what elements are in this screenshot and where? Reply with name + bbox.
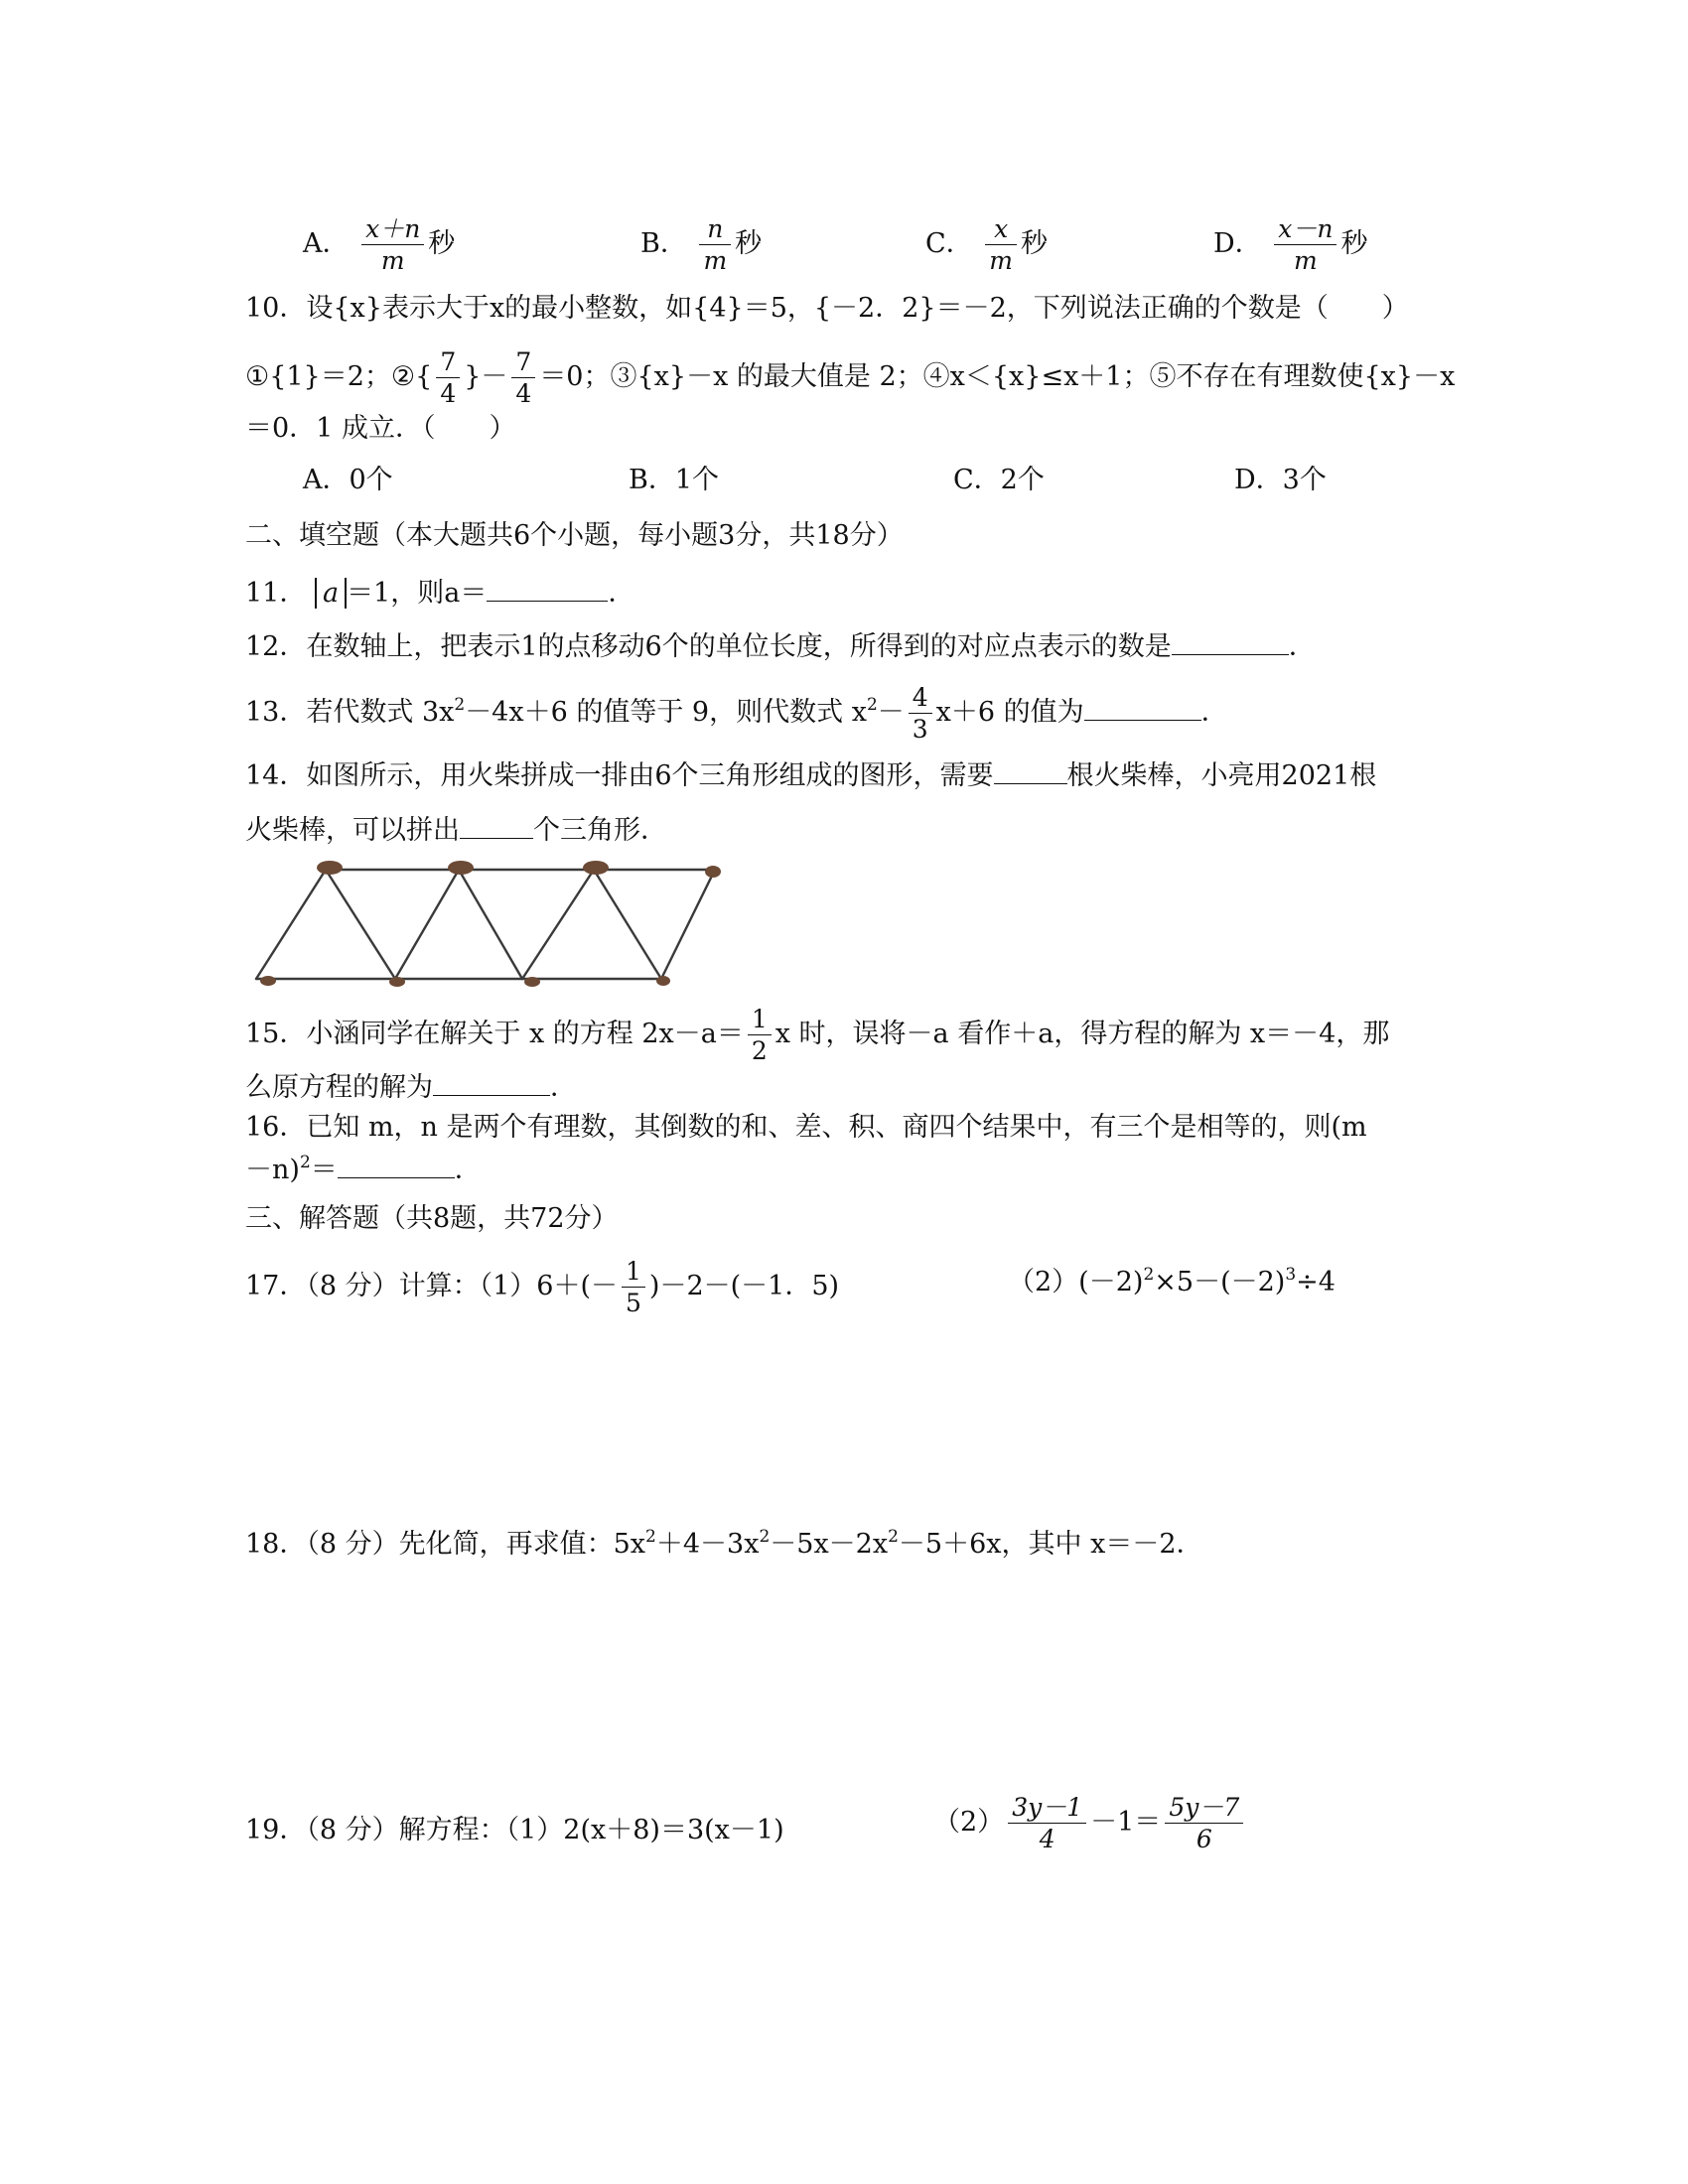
q13-end: ． bbox=[1200, 697, 1228, 728]
q19-text: －1＝ bbox=[1090, 1807, 1162, 1838]
answer-blank[interactable] bbox=[994, 757, 1067, 784]
numerator: 4 bbox=[909, 685, 932, 714]
numerator: 7 bbox=[511, 349, 535, 378]
q14-text: 个三角形． bbox=[533, 815, 667, 846]
fraction bbox=[1274, 216, 1336, 273]
q10-text: ①{1}＝2；②{ bbox=[245, 361, 433, 392]
numerator: 5y－7 bbox=[1165, 1795, 1243, 1824]
q15-text: 么原方程的解为 bbox=[245, 1072, 433, 1103]
q11-number: 11． bbox=[245, 578, 307, 609]
q10-text: }－ bbox=[464, 361, 508, 392]
exponent: 2 bbox=[1143, 1265, 1155, 1285]
q9-option-b bbox=[640, 216, 762, 273]
numerator: x＋n bbox=[361, 216, 424, 245]
numerator: 1 bbox=[622, 1259, 645, 1288]
exponent: 3 bbox=[1285, 1265, 1297, 1285]
q12 bbox=[245, 628, 1316, 665]
exponent: 2 bbox=[759, 1527, 771, 1547]
q19-part-1: 19．（8 分）解方程：（1）2(x＋8)＝3(x－1) bbox=[245, 1815, 784, 1845]
fraction bbox=[436, 349, 460, 406]
answer-blank[interactable] bbox=[433, 1069, 550, 1096]
exponent: 2 bbox=[866, 695, 878, 715]
q19-part-2 bbox=[933, 1795, 1247, 1851]
q17-text: ×5－(－2) bbox=[1154, 1267, 1286, 1297]
fraction bbox=[909, 685, 932, 742]
option-letter: D． bbox=[1213, 228, 1262, 259]
q17-part-2 bbox=[1008, 1265, 1336, 1300]
q10-line-2 bbox=[245, 349, 1455, 406]
denominator: m bbox=[703, 246, 728, 275]
answer-blank[interactable] bbox=[487, 575, 608, 602]
denominator: 5 bbox=[626, 1289, 641, 1317]
denominator: 3 bbox=[912, 715, 928, 744]
q15-text: x 时，误将－a 看作＋a，得方程的解为 x＝－4，那 bbox=[774, 1019, 1390, 1049]
numerator: x bbox=[985, 216, 1017, 245]
q12-end: ． bbox=[1288, 631, 1316, 662]
fraction bbox=[1008, 1795, 1086, 1851]
q17-text: )－2－(－1．5) bbox=[648, 1271, 840, 1301]
q17-text: ÷4 bbox=[1296, 1267, 1336, 1297]
q16-text: －n) bbox=[245, 1155, 300, 1185]
denominator: m bbox=[989, 246, 1013, 275]
q15-end: ． bbox=[550, 1072, 577, 1103]
fraction bbox=[699, 216, 731, 273]
q13-text: x＋6 的值为 bbox=[935, 697, 1084, 728]
q11-end: ． bbox=[608, 578, 635, 609]
numerator: 7 bbox=[436, 349, 460, 378]
option-unit: 秒 bbox=[428, 228, 456, 259]
q16-end: ． bbox=[454, 1155, 482, 1185]
q10-text: ＝0；③{x}－x 的最大值是 2；④x＜{x}≤x＋1；⑤不存在有理数使{x}－x bbox=[539, 361, 1456, 392]
exponent: 2 bbox=[645, 1527, 656, 1547]
q19-text: （2） bbox=[933, 1807, 1005, 1838]
q14-text: 14．如图所示，用火柴拼成一排由6个三角形组成的图形，需要 bbox=[245, 760, 994, 791]
q16-text: ＝ bbox=[310, 1155, 338, 1185]
absolute-value bbox=[315, 578, 347, 609]
denominator: 2 bbox=[751, 1036, 768, 1065]
q18-text: －5＋6x，其中 x＝－2． bbox=[898, 1529, 1203, 1560]
q14-line-2 bbox=[245, 812, 667, 849]
denominator: 4 bbox=[1039, 1825, 1055, 1853]
q14-text: 火柴棒，可以拼出 bbox=[245, 815, 460, 846]
answer-blank[interactable] bbox=[338, 1152, 455, 1178]
denominator: 6 bbox=[1196, 1825, 1212, 1853]
exponent: 2 bbox=[454, 695, 466, 715]
q9-option-a bbox=[303, 216, 455, 273]
fraction bbox=[985, 216, 1017, 273]
numerator: n bbox=[699, 216, 731, 245]
q18 bbox=[245, 1527, 1203, 1563]
q15-line-1 bbox=[245, 1007, 1389, 1063]
q10-option-d: D．3个 bbox=[1234, 465, 1327, 495]
numerator: x－n bbox=[1274, 216, 1336, 245]
fraction bbox=[361, 216, 424, 273]
q10-option-a: A．0个 bbox=[303, 465, 393, 495]
q10-option-c: C．2个 bbox=[953, 465, 1045, 495]
denominator: m bbox=[380, 246, 405, 275]
q9-option-c bbox=[925, 216, 1048, 273]
q10-option-b: B．1个 bbox=[629, 465, 720, 495]
denominator: 4 bbox=[515, 379, 532, 408]
option-letter: C． bbox=[925, 228, 973, 259]
q12-text: 12．在数轴上，把表示1的点移动6个的单位长度，所得到的对应点表示的数是 bbox=[245, 631, 1172, 662]
option-letter: B． bbox=[640, 228, 687, 259]
option-letter: A． bbox=[303, 228, 350, 259]
denominator: 4 bbox=[440, 379, 457, 408]
q14-text: 根火柴棒，小亮用2021根 bbox=[1066, 760, 1377, 791]
denominator: m bbox=[1293, 246, 1318, 275]
numerator: 1 bbox=[748, 1007, 772, 1035]
q11 bbox=[245, 575, 634, 612]
q17-part-1 bbox=[245, 1259, 839, 1315]
q13-text: － bbox=[877, 697, 905, 728]
option-unit: 秒 bbox=[1020, 228, 1048, 259]
q10-line-3: ＝0．1 成立．（ ） bbox=[245, 413, 516, 444]
q17-text: （2）(－2) bbox=[1008, 1267, 1144, 1297]
q17-text: 17．（8 分）计算：（1）6＋(－ bbox=[245, 1271, 619, 1301]
q13-text: 13．若代数式 3x bbox=[245, 697, 455, 728]
fraction bbox=[1165, 1795, 1243, 1851]
answer-blank[interactable] bbox=[1172, 628, 1289, 655]
fraction bbox=[622, 1259, 645, 1315]
q18-text: －5x－2x bbox=[770, 1529, 889, 1560]
option-unit: 秒 bbox=[735, 228, 763, 259]
matchstick-triangles-figure bbox=[248, 860, 725, 989]
q18-text: 18．（8 分）先化简，再求值：5x bbox=[245, 1529, 646, 1560]
fraction bbox=[511, 349, 535, 406]
q14-line-1 bbox=[245, 757, 1376, 794]
answer-blank[interactable] bbox=[460, 812, 533, 839]
q15-line-2 bbox=[245, 1069, 577, 1106]
exponent: 2 bbox=[299, 1153, 311, 1172]
q11-text: ＝1，则a＝ bbox=[347, 578, 488, 609]
q13-text: －4x＋6 的值等于 9，则代数式 x bbox=[465, 697, 867, 728]
section-2-heading: 二、填空题（本大题共6个小题，每小题3分，共18分） bbox=[245, 520, 904, 551]
section-3-heading: 三、解答题（共8题，共72分） bbox=[245, 1203, 619, 1234]
q13 bbox=[245, 685, 1228, 742]
fraction bbox=[748, 1007, 772, 1063]
answer-blank[interactable] bbox=[1084, 694, 1201, 721]
q10-line-1: 10．设{x}表示大于x的最小整数，如{4}＝5，{－2．2}＝－2，下列说法正确的个数是（ ） bbox=[245, 293, 1409, 324]
q18-text: ＋4－3x bbox=[655, 1529, 760, 1560]
q16-line-2 bbox=[245, 1152, 482, 1188]
numerator: 3y－1 bbox=[1008, 1795, 1086, 1824]
q15-text: 15．小涵同学在解关于 x 的方程 2x－a＝ bbox=[245, 1019, 744, 1049]
q16-line-1: 16．已知 m，n 是两个有理数，其倒数的和、差、积、商四个结果中，有三个是相等的，则(m bbox=[245, 1112, 1367, 1143]
q9-option-d bbox=[1213, 216, 1367, 273]
exponent: 2 bbox=[888, 1527, 899, 1547]
variable: a bbox=[322, 578, 340, 609]
option-unit: 秒 bbox=[1340, 228, 1368, 259]
